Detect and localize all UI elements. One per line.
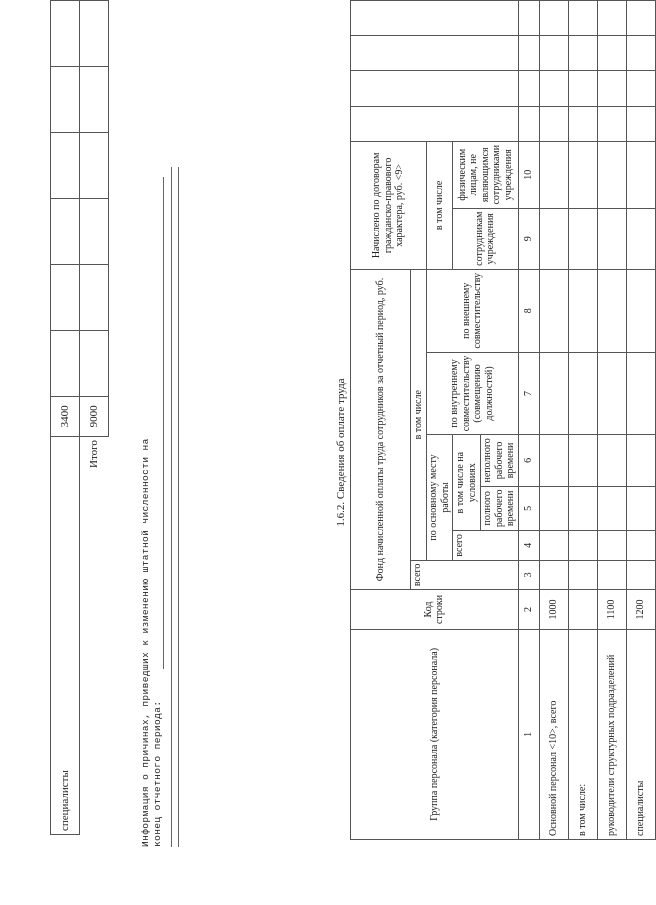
total-value: 9000: [80, 396, 109, 437]
table-cell: [51, 1, 80, 67]
col-number: 8: [518, 269, 539, 352]
col-number: 2: [518, 590, 539, 630]
col-number: 5: [518, 486, 539, 531]
table-cell: [539, 435, 568, 486]
table-cell: [80, 264, 109, 330]
table-cell: [568, 269, 597, 352]
table-cell: [351, 1, 519, 36]
header-employees: сотрудникам учреждения: [453, 208, 519, 269]
underline: [163, 177, 164, 669]
table-cell: [626, 141, 655, 208]
table-cell: [568, 486, 597, 531]
section-title: 1.6.2. Сведения об оплате труда: [335, 378, 347, 527]
row-label: руководители структурных подразделений: [597, 629, 626, 839]
table-row: [539, 1, 568, 840]
table-row: [351, 1, 411, 840]
table-cell: [597, 36, 626, 71]
table-cell: [568, 531, 597, 561]
row-code: 3400: [51, 396, 80, 437]
table-row: [51, 1, 80, 835]
info-line-2: конец отчетного периода:: [152, 700, 163, 847]
table-cell: [518, 1, 539, 36]
table-cell: [597, 269, 626, 352]
table-cell: [626, 269, 655, 352]
table-cell: [597, 486, 626, 531]
table-cell: [626, 208, 655, 269]
table-cell: [539, 352, 568, 435]
header-main-place: по основному месту работы: [427, 435, 453, 560]
table-row: [597, 1, 626, 840]
col-number: 4: [518, 531, 539, 561]
table-cell: [80, 330, 109, 396]
table-cell: [568, 560, 597, 590]
table-cell: [80, 132, 109, 198]
table-cell: [597, 106, 626, 141]
col-number: 7: [518, 352, 539, 435]
table-cell: [626, 36, 655, 71]
table-cell: [597, 531, 626, 561]
table-cell: [568, 36, 597, 71]
table-cell: [626, 106, 655, 141]
table-cell: [51, 132, 80, 198]
table-cell: [568, 1, 597, 36]
table-cell: [626, 1, 655, 36]
header-code: Код строки: [351, 590, 519, 630]
table-cell: [626, 560, 655, 590]
table-cell: [539, 269, 568, 352]
table-cell: [568, 106, 597, 141]
header-incl: в том числе: [411, 269, 427, 560]
col-number: 3: [518, 560, 539, 590]
header-contracts: Начислено по договорам гражданско-правового характера, руб. <9>: [351, 141, 427, 269]
info-line-1: Информация о причинах, приведших к изменению штатной численности на: [140, 438, 151, 847]
table-cell: [351, 106, 519, 141]
row-label: специалисты: [626, 629, 655, 839]
header-full-time: полного рабочего времени: [481, 486, 519, 531]
table-cell: [568, 208, 597, 269]
table-cell: [51, 198, 80, 264]
table-cell: [597, 71, 626, 106]
table-cell: [539, 208, 568, 269]
row-code: 1100: [597, 590, 626, 630]
table-cell: [351, 71, 519, 106]
table-row: [518, 1, 539, 840]
table-cell: [597, 1, 626, 36]
table-cell: [518, 36, 539, 71]
table-cell: [80, 198, 109, 264]
row-code: 1200: [626, 590, 655, 630]
header-total: всего: [411, 560, 519, 590]
row-code: 1000: [539, 590, 568, 630]
staff-table-fragment: [50, 0, 109, 835]
header-contracts-incl: в том числе: [427, 141, 453, 269]
table-row: [626, 1, 655, 840]
col-number: 9: [518, 208, 539, 269]
table-cell: [626, 352, 655, 435]
table-cell: [597, 435, 626, 486]
underline: [171, 167, 172, 847]
table-cell: [80, 66, 109, 132]
header-part-time: неполного рабочего времени: [481, 435, 519, 486]
table-cell: [539, 106, 568, 141]
table-cell: [51, 66, 80, 132]
table-cell: [597, 352, 626, 435]
table-cell: [51, 330, 80, 396]
header-group: Группа персонала (категория персонала): [351, 629, 519, 839]
table-cell: [597, 141, 626, 208]
table-cell: [539, 531, 568, 561]
table-cell: [626, 71, 655, 106]
table-cell: [539, 71, 568, 106]
table-row: [568, 1, 597, 840]
table-cell: [597, 208, 626, 269]
table-cell: [351, 36, 519, 71]
table-cell: [539, 560, 568, 590]
table-cell: [626, 435, 655, 486]
col-number: 6: [518, 435, 539, 486]
header-fund: Фонд начисленной оплаты труда сотрудников за отчетный период, руб.: [351, 269, 411, 589]
table-cell: [539, 1, 568, 36]
table-cell: [539, 141, 568, 208]
row-label: специалисты: [51, 437, 80, 835]
col-number: 1: [518, 629, 539, 839]
table-cell: [51, 264, 80, 330]
header-external: по внешнему совместительству: [427, 269, 519, 352]
row-code: [568, 590, 597, 630]
wage-fund-table: [350, 0, 656, 840]
table-cell: [80, 1, 109, 67]
table-row: [80, 1, 109, 835]
header-main-incl: в том числе на условиях: [453, 435, 481, 531]
header-internal: по внутреннему совместительству (совмещению должностей): [427, 352, 519, 435]
table-cell: [568, 71, 597, 106]
table-cell: [539, 486, 568, 531]
total-label: Итого: [88, 440, 101, 468]
col-number: 10: [518, 141, 539, 208]
table-cell: [568, 141, 597, 208]
underline: [178, 167, 179, 847]
header-main-total: всего: [453, 531, 519, 561]
table-cell: [626, 486, 655, 531]
table-cell: [518, 71, 539, 106]
table-cell: [568, 435, 597, 486]
table-cell: [626, 531, 655, 561]
header-individuals: физическим лицам, не являющимся сотрудниками учреждения: [453, 141, 519, 208]
table-cell: [518, 106, 539, 141]
row-label: в том числе:: [568, 629, 597, 839]
table-cell: [539, 36, 568, 71]
table-cell: [568, 352, 597, 435]
row-label: Основной персонал <10>, всего: [539, 629, 568, 839]
table-cell: [597, 560, 626, 590]
